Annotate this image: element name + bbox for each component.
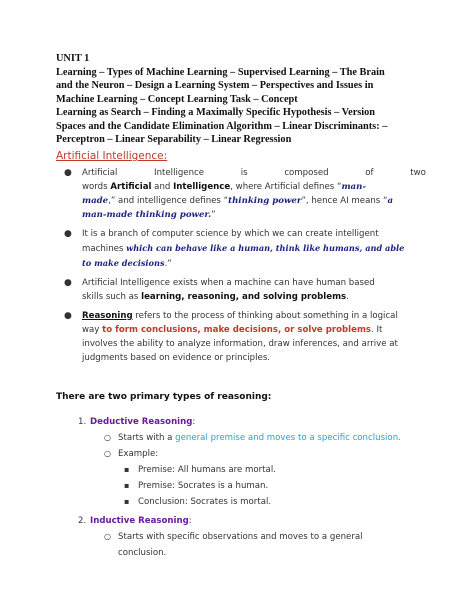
text: refers to the process of thinking about something in a logical <box>132 311 398 321</box>
ai-bullet-list <box>56 166 426 370</box>
text: : <box>192 417 196 427</box>
emphasis: to make decisions <box>82 258 165 268</box>
text: . It <box>371 325 383 335</box>
list-item <box>78 513 428 529</box>
text: ” <box>211 210 216 220</box>
word: Artificial <box>82 168 118 178</box>
text-line <box>82 323 426 337</box>
bold-term: Artificial <box>110 182 152 192</box>
text: machines <box>82 244 127 254</box>
list-item <box>56 276 426 304</box>
word: two <box>410 168 426 178</box>
emphasis: a <box>387 196 394 206</box>
emphasis: which can behave like a human, think like humans, and able <box>126 243 405 253</box>
types-heading: There are two primary types of reasoning: <box>56 392 272 402</box>
text-line: judgments based on evidence or principles. <box>82 353 271 363</box>
bullet-icon: ● <box>64 311 72 321</box>
text: way <box>82 325 103 335</box>
underlined-term: Reasoning <box>82 311 133 321</box>
emphasis: thinking power <box>228 196 302 206</box>
example-item <box>78 462 428 478</box>
square-bullet-icon: ▪ <box>124 497 130 506</box>
bold-term: learning, reasoning, and solving problems <box>141 292 347 302</box>
text: skills such as <box>82 292 142 302</box>
text: : <box>188 516 192 526</box>
text: Starts with a <box>118 433 176 443</box>
circle-bullet-icon: ○ <box>104 433 111 442</box>
word: of <box>365 168 374 178</box>
unit-title: UNIT 1 <box>56 53 90 64</box>
text: .” <box>164 259 172 269</box>
item-number: 2. <box>78 516 87 526</box>
square-bullet-icon: ▪ <box>124 481 130 490</box>
bullet-icon: ● <box>64 278 72 288</box>
sub-item <box>78 529 428 545</box>
syllabus-line: Learning as Search – Finding a Maximally Specific Hypothesis – Version <box>56 107 376 118</box>
text-line <box>82 290 426 304</box>
word: Intelligence <box>154 168 205 178</box>
sub-item <box>78 446 428 462</box>
highlight-text: to form conclusions, make decisions, or solve problems <box>102 325 372 335</box>
text: and <box>151 182 174 192</box>
text-line <box>82 166 426 180</box>
bold-term: Intelligence <box>173 182 231 192</box>
emphasis: man- <box>341 182 366 192</box>
text: , where Artificial defines “ <box>230 182 342 192</box>
text: words <box>82 182 111 192</box>
text: conclusion. <box>118 548 167 558</box>
text: Starts with specific observations and moves to a general <box>118 532 363 542</box>
text: . <box>346 292 349 302</box>
example-item <box>78 478 428 494</box>
text: ”, hence AI means “ <box>301 196 388 206</box>
syllabus-line: Perceptron – Linear Separability – Linear Regression <box>56 134 292 145</box>
text: Premise: All humans are mortal. <box>138 465 276 475</box>
sub-item-continuation <box>78 545 428 561</box>
text-line: involves the ability to analyze information, draw inferences, and arrive at <box>82 339 398 349</box>
type-title: Inductive Reasoning <box>90 516 189 526</box>
emphasis: man-made thinking power. <box>82 210 212 220</box>
text: Example: <box>118 449 159 459</box>
list-item <box>56 166 426 222</box>
syllabus-line: Spaces and the Candidate Elimination Algorithm – Linear Discriminants: – <box>56 120 388 132</box>
text: Conclusion: Socrates is mortal. <box>138 497 272 507</box>
text-line <box>82 256 426 271</box>
syllabus-line: Learning – Types of Machine Learning – Supervised Learning – The Brain <box>56 66 385 78</box>
word: composed <box>284 168 329 178</box>
circle-bullet-icon: ○ <box>104 532 111 541</box>
text-line <box>82 208 426 222</box>
syllabus-line: Machine Learning – Concept Learning Task – Concept <box>56 93 298 105</box>
syllabus-line: and the Neuron – Design a Learning System – Perspectives and Issues in <box>56 80 374 91</box>
item-number: 1. <box>78 417 87 427</box>
text-line <box>82 241 426 256</box>
text-line <box>82 309 426 323</box>
sub-item <box>78 430 428 446</box>
list-item <box>56 227 426 271</box>
list-item <box>78 414 428 430</box>
text-line: Artificial Intelligence exists when a machine can have human based <box>82 278 375 288</box>
text: ,” and intelligence defines “ <box>108 196 229 206</box>
text-line <box>82 180 426 194</box>
type-title: Deductive Reasoning <box>90 417 193 427</box>
square-bullet-icon: ▪ <box>124 465 130 474</box>
highlight-text: general premise and moves to a specific conclusion. <box>175 433 401 443</box>
reasoning-types-list <box>78 414 428 561</box>
circle-bullet-icon: ○ <box>104 449 111 458</box>
example-item <box>78 494 428 510</box>
unit-header <box>56 52 428 147</box>
list-item <box>56 309 426 365</box>
text-line: It is a branch of computer science by which we can create intelligent <box>82 229 379 239</box>
text-line <box>82 194 426 208</box>
section-title: Artificial Intelligence: <box>56 150 168 162</box>
text: Premise: Socrates is a human. <box>138 481 269 491</box>
emphasis: made <box>82 196 109 206</box>
bullet-icon: ● <box>64 229 72 239</box>
word: is <box>240 168 248 178</box>
bullet-icon: ● <box>64 168 72 178</box>
